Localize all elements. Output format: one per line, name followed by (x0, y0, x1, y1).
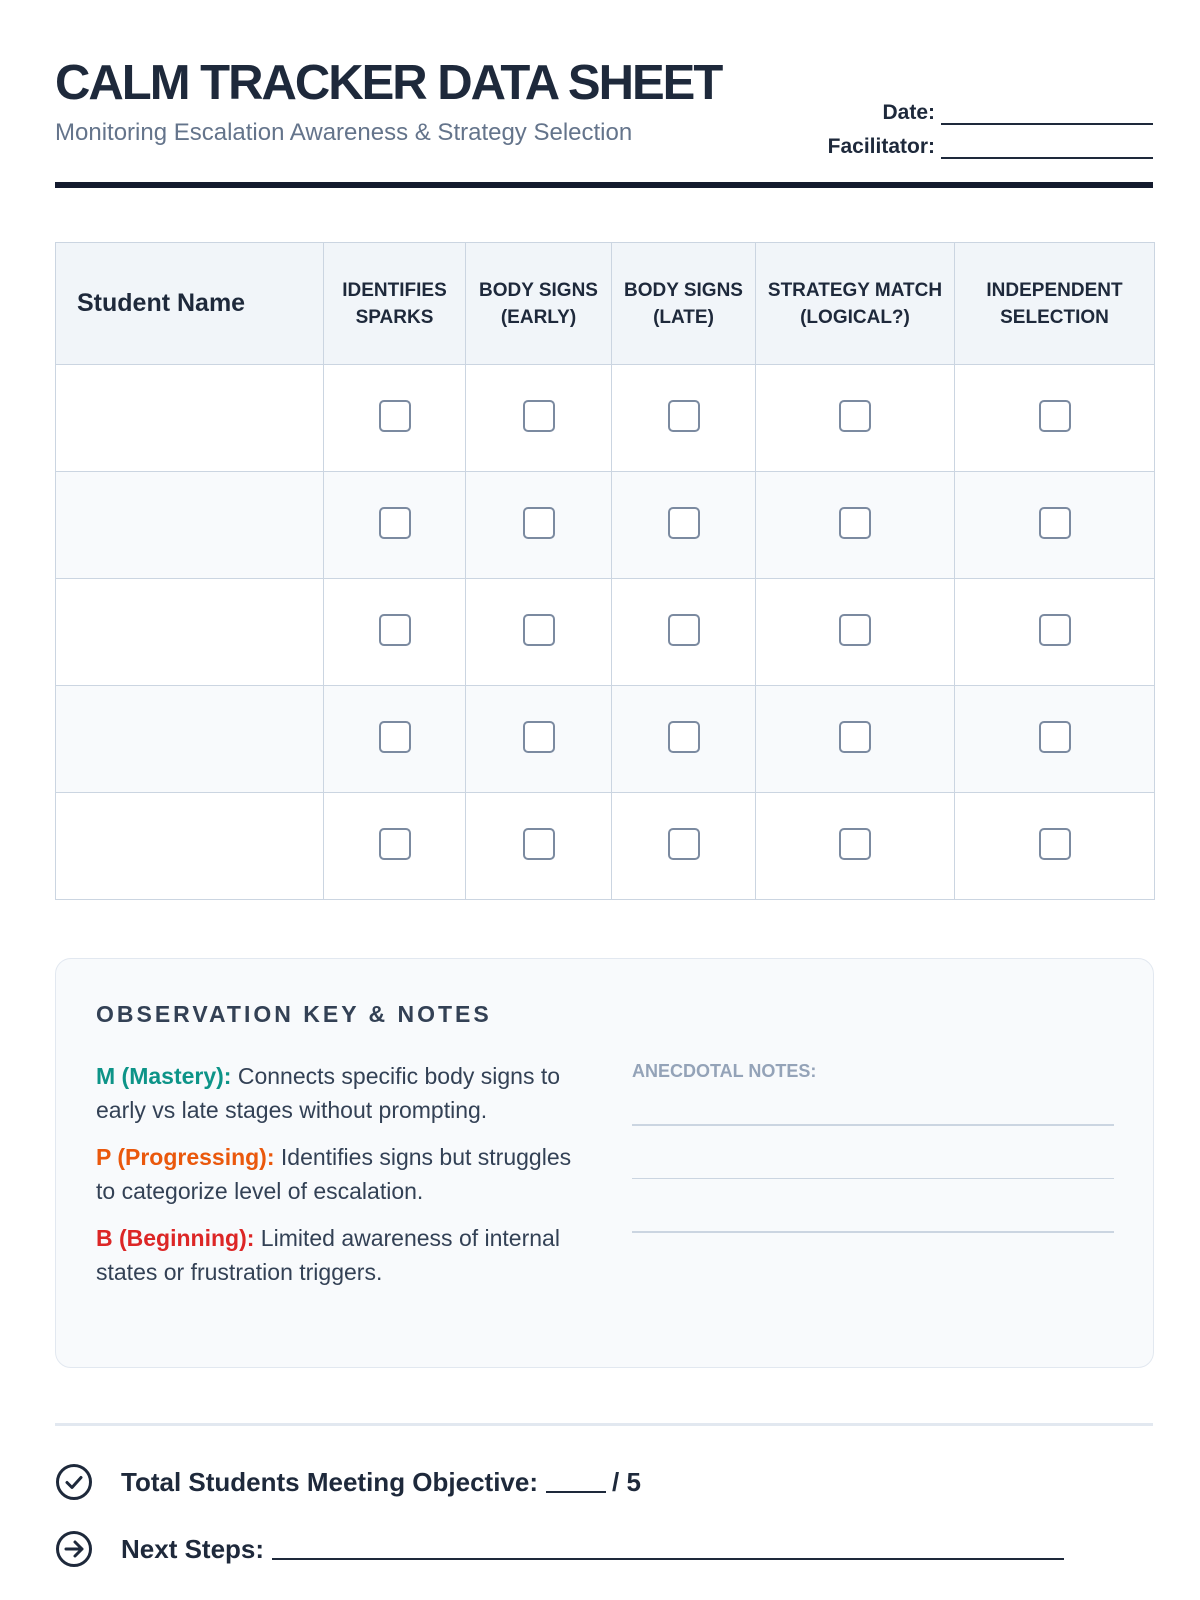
checkbox[interactable] (379, 507, 411, 539)
key-title: OBSERVATION KEY & NOTES (96, 1001, 492, 1027)
page-title: CALM TRACKER DATA SHEET (55, 56, 722, 110)
table-row (56, 579, 1155, 686)
key-text-beginning: Limited awareness of internal states or frustration triggers. (96, 1225, 560, 1285)
checkbox[interactable] (1039, 828, 1071, 860)
date-label: Date: (882, 101, 935, 124)
checkbox[interactable] (839, 721, 871, 753)
next-steps-row (55, 1530, 1064, 1568)
table-row (56, 686, 1155, 793)
check-cell (466, 579, 612, 686)
check-cell (612, 686, 756, 793)
meta-fields (828, 91, 1153, 159)
page-subtitle: Monitoring Escalation Awareness & Strategy Selection (55, 119, 633, 146)
facilitator-field[interactable] (941, 141, 1153, 159)
table-row (56, 365, 1155, 472)
student-name-cell[interactable] (56, 472, 324, 579)
check-cell (756, 472, 955, 579)
column-header-student-name: Student Name (56, 243, 324, 365)
check-cell (612, 365, 756, 472)
next-steps-label: Next Steps: (121, 1533, 265, 1564)
check-cell (955, 793, 1155, 900)
check-cell (324, 472, 466, 579)
checkbox[interactable] (523, 507, 555, 539)
key-item-mastery (96, 1059, 581, 1127)
date-field[interactable] (941, 107, 1153, 125)
key-term-progressing: P (Progressing): (96, 1144, 275, 1170)
table-header-row (56, 243, 1155, 365)
checkbox[interactable] (523, 614, 555, 646)
check-cell (955, 365, 1155, 472)
date-row (828, 91, 1153, 125)
check-cell (756, 365, 955, 472)
total-label: Total Students Meeting Objective: (121, 1466, 539, 1497)
table-body (56, 365, 1155, 900)
total-denominator: / 5 (612, 1466, 641, 1497)
key-item-progressing (96, 1140, 581, 1208)
checkbox[interactable] (1039, 507, 1071, 539)
key-item-beginning (96, 1221, 581, 1289)
check-cell (612, 472, 756, 579)
note-line[interactable] (632, 1178, 1114, 1180)
key-term-beginning: B (Beginning): (96, 1225, 255, 1251)
check-cell (466, 365, 612, 472)
column-header-body-signs-early: BODY SIGNS (EARLY) (466, 243, 612, 365)
check-cell (612, 579, 756, 686)
observation-key-panel (55, 958, 1154, 1368)
check-cell (955, 579, 1155, 686)
check-cell (466, 686, 612, 793)
check-cell (324, 686, 466, 793)
note-line[interactable] (632, 1231, 1114, 1233)
column-header-identifies-sparks: IDENTIFIES SPARKS (324, 243, 466, 365)
check-circle-icon (55, 1463, 93, 1501)
facilitator-label: Facilitator: (827, 135, 935, 158)
footer-divider (55, 1423, 1153, 1426)
student-name-cell[interactable] (56, 686, 324, 793)
facilitator-row (828, 125, 1153, 159)
check-cell (955, 686, 1155, 793)
key-text-mastery: Connects specific body signs to early vs late stages without prompting. (96, 1063, 561, 1123)
checkbox[interactable] (523, 721, 555, 753)
total-students-row (55, 1463, 641, 1501)
check-cell (756, 793, 955, 900)
checkbox[interactable] (839, 614, 871, 646)
next-steps-field[interactable] (272, 1538, 1064, 1560)
checkbox[interactable] (668, 828, 700, 860)
checkbox[interactable] (668, 507, 700, 539)
notes-label: ANECDOTAL NOTES: (632, 1061, 817, 1081)
key-text-progressing: Identifies signs but struggles to categorize level of escalation. (96, 1144, 572, 1204)
header-divider (55, 182, 1153, 188)
student-name-cell[interactable] (56, 365, 324, 472)
column-header-independent-selection: INDEPENDENT SELECTION (955, 243, 1155, 365)
note-line[interactable] (632, 1124, 1114, 1126)
checkbox[interactable] (1039, 614, 1071, 646)
check-cell (756, 579, 955, 686)
column-header-body-signs-late: BODY SIGNS (LATE) (612, 243, 756, 365)
checkbox[interactable] (668, 721, 700, 753)
student-name-cell[interactable] (56, 579, 324, 686)
check-cell (612, 793, 756, 900)
column-header-strategy-match: STRATEGY MATCH (LOGICAL?) (756, 243, 955, 365)
check-cell (324, 579, 466, 686)
checkbox[interactable] (839, 400, 871, 432)
student-name-cell[interactable] (56, 793, 324, 900)
arrow-right-circle-icon (55, 1530, 93, 1568)
check-cell (466, 793, 612, 900)
total-count-field[interactable] (546, 1471, 606, 1493)
checkbox[interactable] (523, 828, 555, 860)
table-row (56, 472, 1155, 579)
checkbox[interactable] (379, 828, 411, 860)
check-cell (324, 793, 466, 900)
check-cell (324, 365, 466, 472)
checkbox[interactable] (1039, 721, 1071, 753)
checkbox[interactable] (668, 400, 700, 432)
table-row (56, 793, 1155, 900)
checkbox[interactable] (839, 828, 871, 860)
checkbox[interactable] (379, 721, 411, 753)
check-cell (955, 472, 1155, 579)
tracker-table (55, 242, 1155, 900)
page-header (55, 55, 1153, 185)
key-list (96, 1059, 581, 1302)
checkbox[interactable] (839, 507, 871, 539)
checkbox[interactable] (523, 400, 555, 432)
checkbox[interactable] (668, 614, 700, 646)
checkbox[interactable] (379, 614, 411, 646)
checkbox[interactable] (1039, 400, 1071, 432)
key-term-mastery: M (Mastery): (96, 1063, 232, 1089)
checkbox[interactable] (379, 400, 411, 432)
anecdotal-notes (632, 1061, 1114, 1233)
check-cell (466, 472, 612, 579)
check-cell (756, 686, 955, 793)
